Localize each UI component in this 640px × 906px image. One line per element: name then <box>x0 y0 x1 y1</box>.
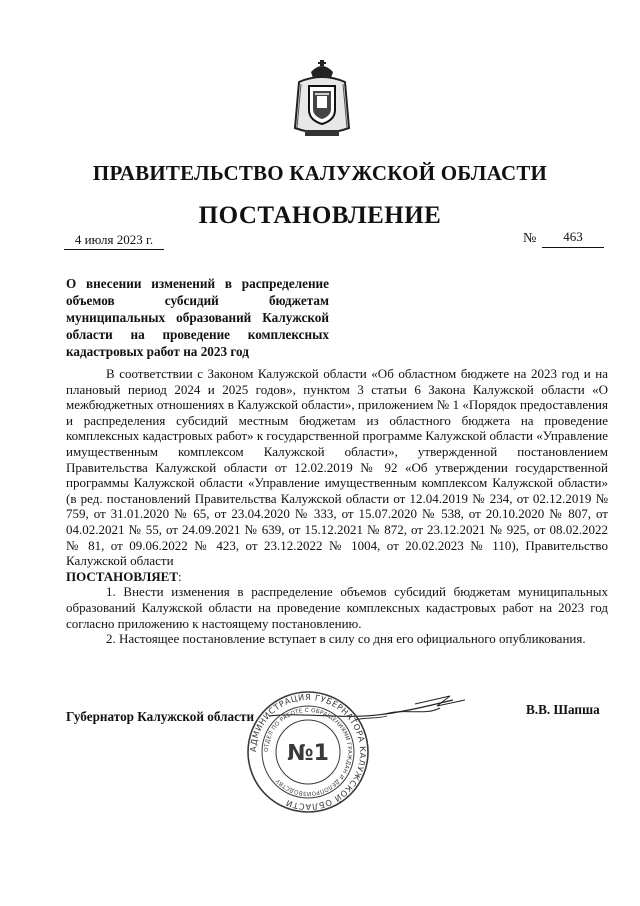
document-body <box>66 366 608 647</box>
stamp-outer-text: АДМИНИСТРАЦИЯ ГУБЕРНАТОРА КАЛУЖСКОЙ ОБЛАСТИ <box>247 691 369 813</box>
resolution-item-1: 1. Внести изменения в распределение объемов субсидий бюджетам муниципальных образований Калужской области на проведение комплексных кадастровых работ на 2023 год согласно приложению к настоящему постановлению. <box>66 584 608 631</box>
stamp-center-number: №1 <box>287 741 329 766</box>
stamp-inner-text: ОТДЕЛ ПО РАБОТЕ С ОБРАЩЕНИЯМИ ГРАЖДАН И ДЕЛОПРОИЗВОДСТВУ <box>263 707 353 797</box>
resolves-keyword: ПОСТАНОВЛЯЕТ <box>66 568 178 584</box>
signatory-position: Губернатор Калужской области <box>66 709 255 724</box>
signatory-name: В.В. Шапша <box>526 702 600 717</box>
resolution-line <box>66 569 608 585</box>
official-stamp <box>246 690 370 814</box>
document-number-label: № <box>523 231 537 246</box>
document-type-title: ПОСТАНОВЛЕНИЕ <box>198 202 442 229</box>
resolves-colon: : <box>178 568 182 584</box>
resolution-item-2: 2. Настоящее постановление вступает в силу со дня его официального опубликования. <box>106 631 586 647</box>
preamble-paragraph: В соответствии с Законом Калужской области «Об областном бюджете на 2023 год и на плановый период 2024 и 2025 годов», пунктом 3 статьи 6 Закона Калужской области «О межбюджетных отношениях в Калужской области», приложением № 1 «Порядок предоставления и распределения субсидий местным бюджетам из областного бюджета на проведение комплексных кадастровых работ» к государственной программе Калужской области «Управление имущественным комплексом Калужской области», утвержденной постановлением Правительства Калужской области от 12.02.2019 № 92 «Об утверждении государственной программы Калужской области «Управление имущественным комплексом Калужской области» (в ред. постановлений Правительства Калужской области от 12.04.2019 № 234, от 02.12.2019 № 759, от 31.01.2020 № 65, от 23.04.2020 № 333, от 15.07.2020 № 538, от 20.10.2020 № 807, от 04.02.2021 № 55, от 24.09.2021 № 639, от 15.12.2021 № 872, от 23.12.2021 № 925, от 08.02.2022 № 81, от 09.06.2022 № 423, от 23.12.2022 № 1004, от 20.02.2023 № 110), Правительство Калужской области <box>66 366 608 569</box>
document-subject: О внесении изменений в распределение объемов субсидий бюджетам муниципальных образований Калужской области на проведение комплексных кадастровых работ на 2023 год <box>66 276 329 359</box>
government-title: ПРАВИТЕЛЬСТВО КАЛУЖСКОЙ ОБЛАСТИ <box>92 161 548 185</box>
document-number: 463 <box>542 229 604 248</box>
coat-of-arms-icon <box>291 58 353 140</box>
document-date: 4 июля 2023 г. <box>64 232 164 250</box>
